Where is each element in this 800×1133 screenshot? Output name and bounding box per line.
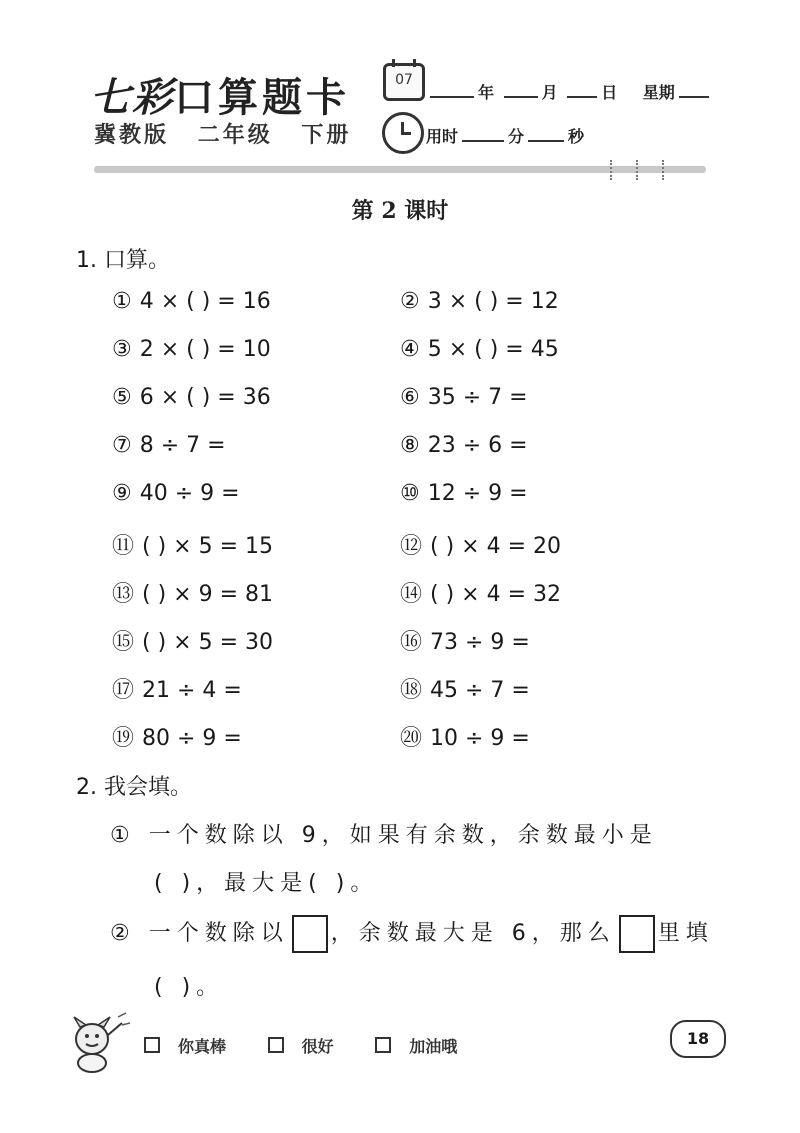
q1-expr: 2 × ( ) = 10 [139,337,271,362]
q1-item: ⑨ 40 ÷ 9 = [112,481,240,506]
q1-expr: 35 ÷ 7 = [427,385,528,410]
q1-item: ⑦ 8 ÷ 7 = [112,433,226,458]
q2-heading: 2. 我会填。 [76,775,192,800]
mascot-icon [62,1005,134,1075]
q2-p2-text-c: 里填 [657,921,714,946]
q1-expr: 6 × ( ) = 36 [139,385,271,410]
q1-item: ③ 2 × ( ) = 10 [112,337,271,362]
weekday-blank[interactable] [679,82,709,98]
q1-item: ⑯ 73 ÷ 9 = [400,630,530,655]
q1-item: ④ 5 × ( ) = 45 [400,337,559,362]
q2-p1-line1: ① 一个数除以 9，如果有余数，余数最小是 [110,823,658,848]
stitch-mark [636,160,640,180]
q1-item: ⑥ 35 ÷ 7 = [400,385,528,410]
q1-item: ⑧ 23 ÷ 6 = [400,433,528,458]
q1-item: ⑩ 12 ÷ 9 = [400,481,528,506]
q1-expr: ( ) × 4 = 32 [430,582,562,607]
minute-blank[interactable] [462,126,504,142]
q1-item: ⑲ 80 ÷ 9 = [112,726,242,751]
q1-expr: 4 × ( ) = 16 [139,289,271,314]
q2-p2-line1 [110,915,714,953]
q1-expr: 5 × ( ) = 45 [427,337,559,362]
q2-p1-line2: ( )，最大是( )。 [154,871,379,896]
month-label: 月 [541,83,558,102]
time-line [426,124,584,147]
edition-line [94,118,369,149]
month-blank[interactable] [504,82,538,98]
q1-item: ① 4 × ( ) = 16 [112,289,271,314]
q1-item: ② 3 × ( ) = 12 [400,289,559,314]
header-divider [94,166,706,173]
checkbox-icon[interactable] [144,1037,160,1053]
q1-item: ⑬ ( ) × 9 = 81 [112,582,274,607]
q1-expr: 40 ÷ 9 = [139,481,240,506]
q1-item: ⑫ ( ) × 4 = 20 [400,534,562,559]
q1-expr: ( ) × 5 = 30 [142,630,274,655]
answer-box[interactable] [292,915,328,953]
q1-expr: ( ) × 4 = 20 [430,534,562,559]
q1-expr: 23 ÷ 6 = [427,433,528,458]
brand-rest: 口算题卡 [174,74,350,121]
edition-grade: 二年级 [197,123,273,148]
answer-box[interactable] [619,915,655,953]
rating-keep-going-label: 加油哦 [409,1037,458,1056]
q1-expr: 8 ÷ 7 = [139,433,226,458]
q1-expr: 80 ÷ 9 = [142,726,242,751]
q1-item: ⑳ 10 ÷ 9 = [400,726,530,751]
rating-great[interactable] [144,1037,244,1056]
calendar-number: 07 [395,72,413,88]
lesson-title: 第 2 课时 [351,198,449,224]
q1-expr: 45 ÷ 7 = [430,678,530,703]
time-label: 用时 [426,127,459,146]
q1-heading: 1. 口算。 [76,248,170,273]
weekday-label: 星期 [642,83,675,102]
second-label: 秒 [568,127,585,146]
q1-expr: 73 ÷ 9 = [430,630,530,655]
rating-keep-going[interactable] [375,1037,475,1056]
q1-expr: 21 ÷ 4 = [142,678,242,703]
q1-expr: 12 ÷ 9 = [427,481,528,506]
minute-label: 分 [508,127,525,146]
q1-item: ⑭ ( ) × 4 = 32 [400,582,562,607]
day-blank[interactable] [567,82,597,98]
date-line [426,80,713,103]
calendar-icon [383,63,425,101]
q2-p2-text-b: ，余数最大是 6，那么 [330,921,616,946]
clock-icon [382,112,424,154]
checkbox-icon[interactable] [268,1037,284,1053]
q1-expr: ( ) × 9 = 81 [142,582,274,607]
year-blank[interactable] [430,82,474,98]
q1-item: ⑤ 6 × ( ) = 36 [112,385,271,410]
checkbox-icon[interactable] [375,1037,391,1053]
page-number: 18 [670,1020,726,1058]
edition-publisher: 冀教版 [94,123,170,148]
q2-p2-line2: ( )。 [154,975,225,1000]
q1-expr: 3 × ( ) = 12 [427,289,559,314]
q2-p2-text-a: ② 一个数除以 [110,921,289,946]
rating-checks [144,1034,493,1057]
q1-expr: ( ) × 5 = 15 [142,534,274,559]
q1-item: ⑪ ( ) × 5 = 15 [112,534,274,559]
brand-first: 七彩 [90,74,174,121]
rating-great-label: 你真棒 [178,1037,227,1056]
brand-logo [90,66,350,123]
year-label: 年 [478,83,495,102]
q1-expr: 10 ÷ 9 = [430,726,530,751]
stitch-mark [662,160,666,180]
edition-volume: 下册 [301,123,352,148]
stitch-mark [610,160,614,180]
rating-good-label: 很好 [301,1037,334,1056]
q1-item: ⑰ 21 ÷ 4 = [112,678,242,703]
second-blank[interactable] [528,126,564,142]
q1-item: ⑮ ( ) × 5 = 30 [112,630,274,655]
day-label: 日 [601,83,618,102]
rating-good[interactable] [268,1037,352,1056]
q1-item: ⑱ 45 ÷ 7 = [400,678,530,703]
